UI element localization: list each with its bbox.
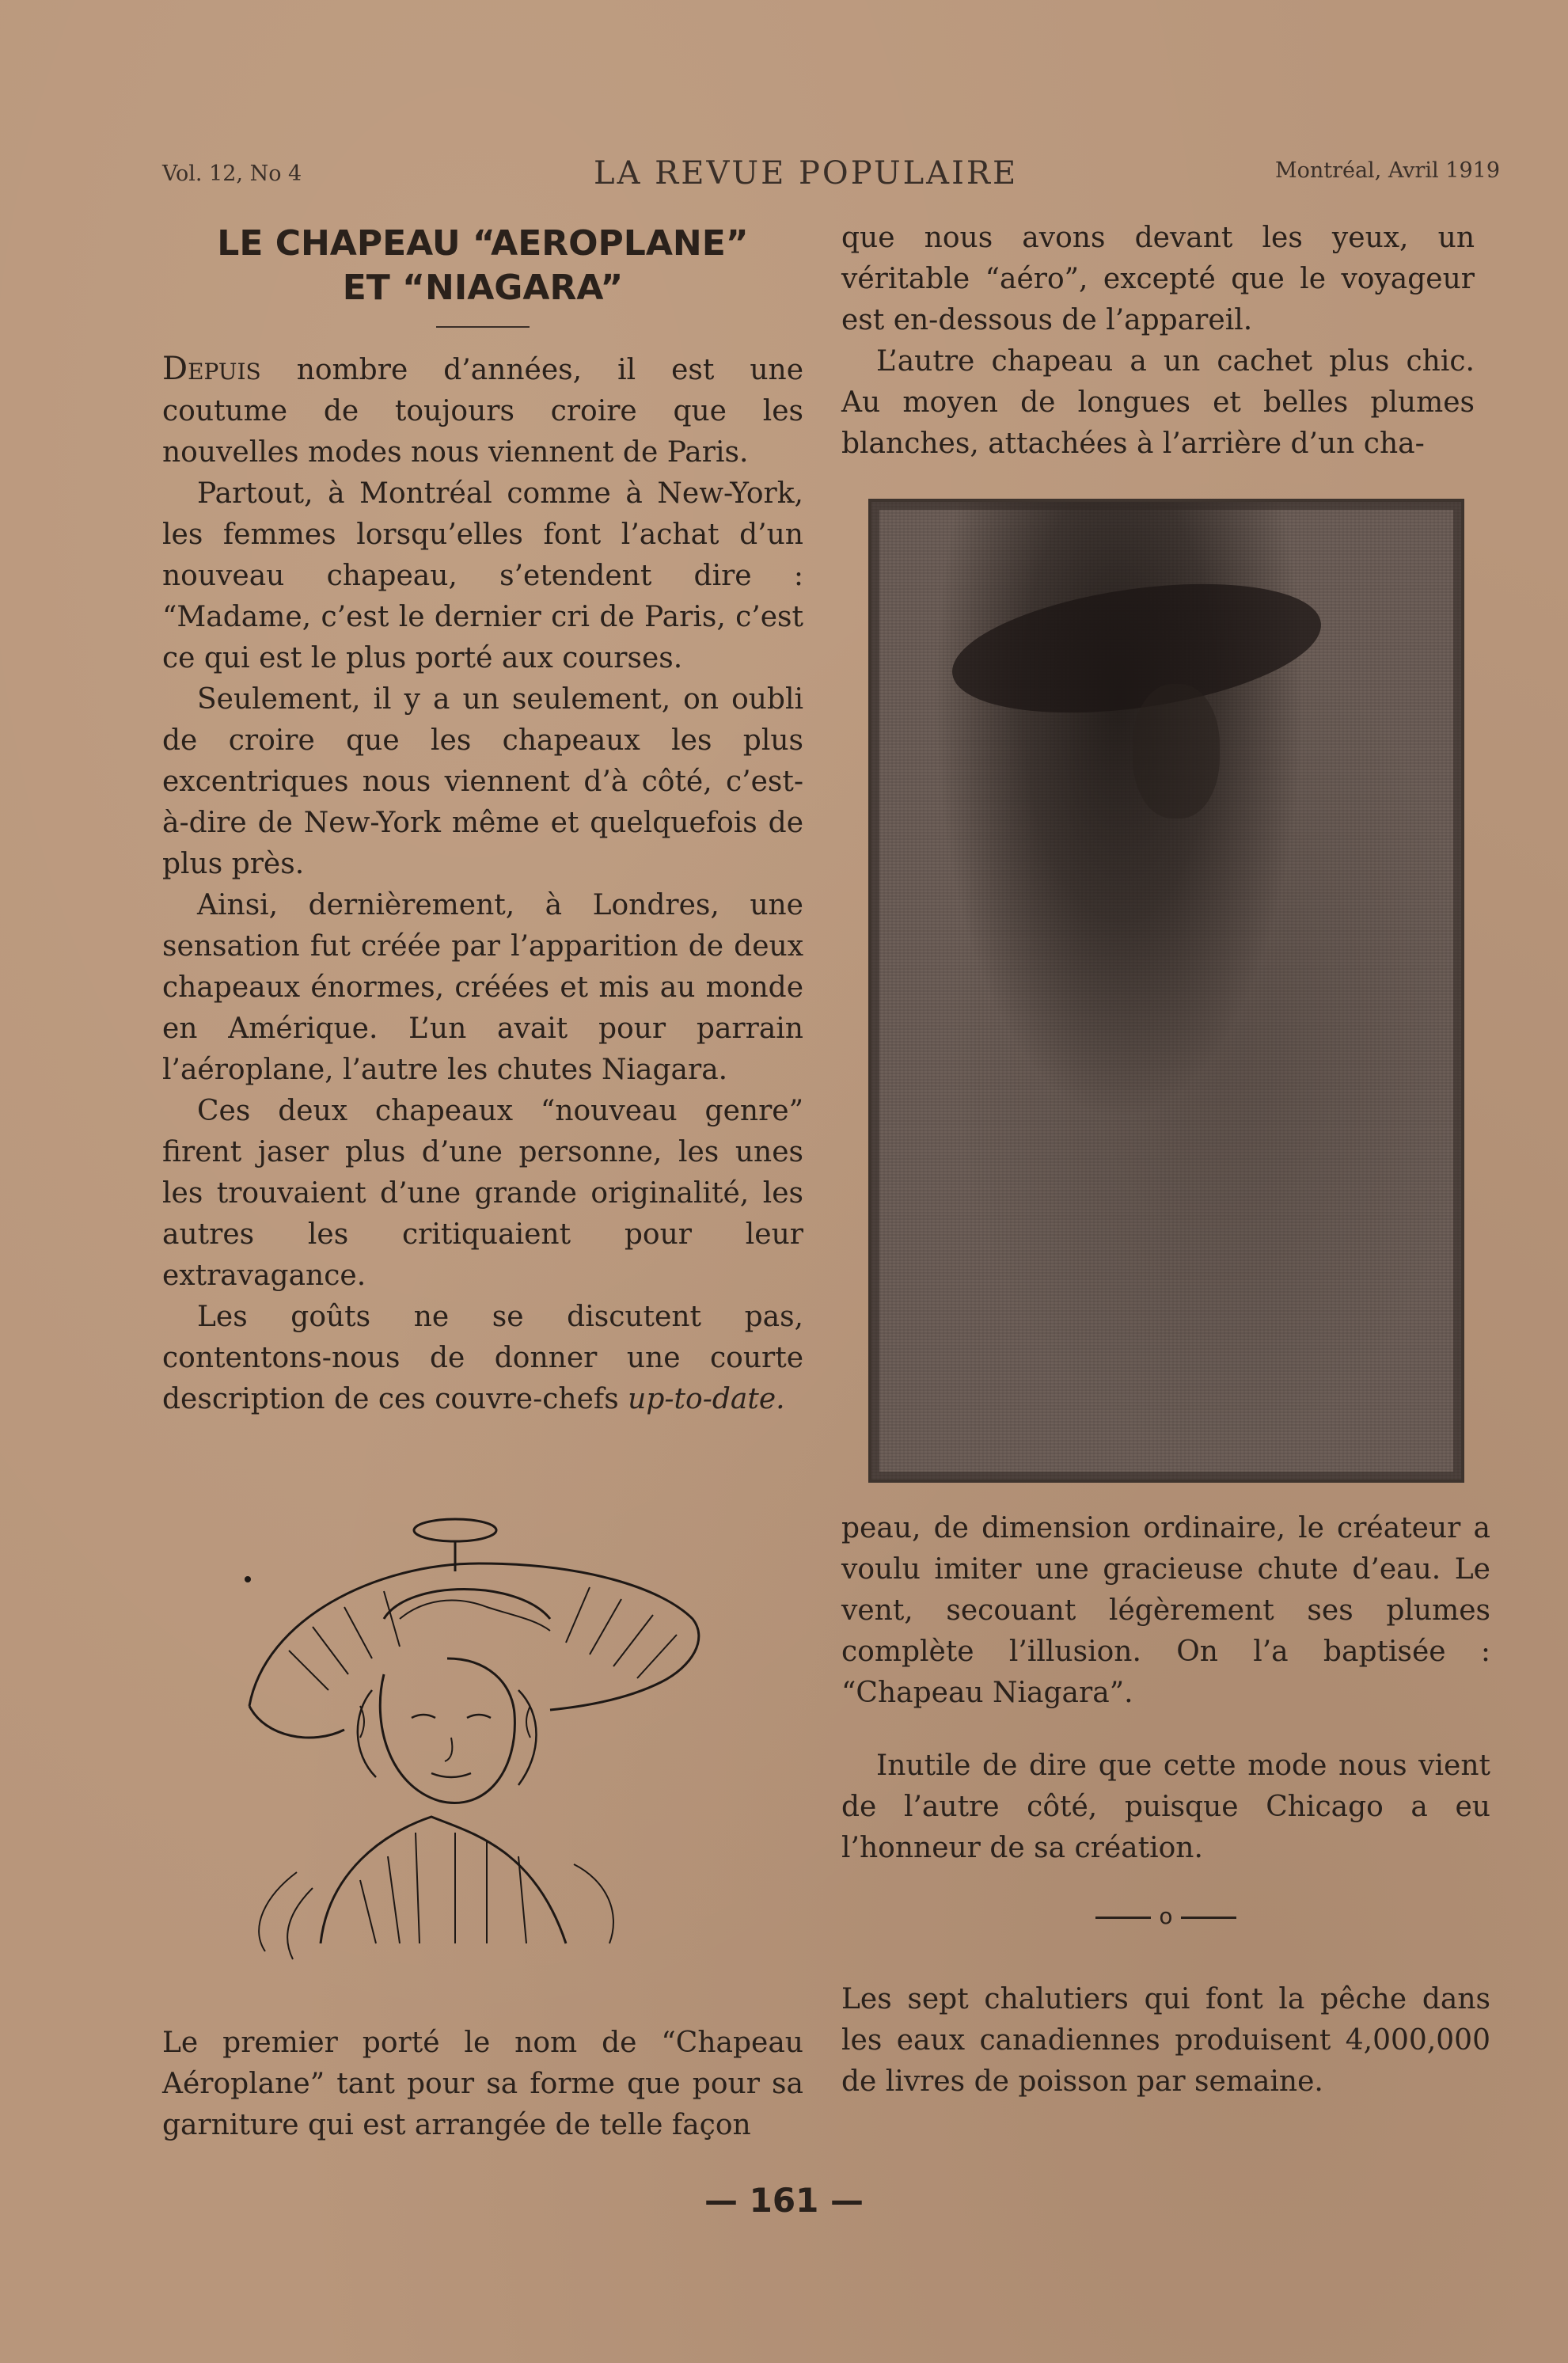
aeroplane-hat-illustration (218, 1500, 776, 1967)
paragraph-5: Ces deux chapeaux “nouveau genre” firent jaser plus d’une personne, les unes les trouvaient d’une grande originalité, les autres les critiquaient pour leur extravagance. (162, 1095, 803, 1292)
right-column-bottom (841, 1508, 1490, 1956)
paragraph-4: Ainsi, dernièrement, à Londres, une sensation fut créée par l’apparition de deux chapeaux énormes, créées et mis au monde en Amérique. L’un avait pour parrain l’aéroplane, l’autre les chutes Niagara. (162, 889, 803, 1086)
issue-date: Montréal, Avril 1919 (1274, 158, 1500, 183)
paragraph-6-text: Les goûts ne se discutent pas, contentons-nous de donner une courte description de ces couvre-chefs (162, 1301, 803, 1415)
right-column-top (841, 218, 1475, 465)
title-rule (436, 326, 530, 328)
article-title-line1: LE CHAPEAU “AEROPLANE” (217, 223, 749, 264)
divider-mark: o (1159, 1903, 1173, 1929)
propeller-disc (414, 1519, 496, 1541)
right-paragraph-2: L’autre chapeau a un cachet plus chic. Au moyen de longues et belles plumes blanches, attachées à l’arrière d’un cha- (841, 345, 1475, 460)
niagara-hat-photo (868, 499, 1464, 1483)
paragraph-1-text: nombre d’années, il est une coutume de toujours croire que les nouvelles modes nous viennent de Paris. (162, 354, 803, 469)
paragraph-6-emphasis: up-to-date. (628, 1383, 785, 1415)
right-paragraph-1: que nous avons devant les yeux, un véritable “aéro”, excepté que le voyageur est en-dessous de l’appareil. (841, 222, 1475, 336)
page-number: — 161 — (704, 2181, 864, 2220)
paragraph-3: Seulement, il y a un seulement, on oubli de croire que les chapeaux les plus excentriques nous viennent d’à côté, c’est-à-dire de New-York même et quelquefois de plus près. (162, 683, 803, 880)
drop-cap-word: Depuis (162, 351, 261, 387)
right-paragraph-3: peau, de dimension ordinaire, le créateur a voulu imiter une gracieuse chute d’eau. Le vent, secouant légèrement ses plumes complète l’illusion. On l’a baptisée : “Chapeau Niagara”. (841, 1512, 1490, 1709)
hat-crown (384, 1590, 550, 1620)
illustration-caption (162, 2023, 803, 2146)
fishing-note (841, 1979, 1490, 2103)
paragraph-6 (162, 1297, 803, 1420)
blouse-outline (321, 1817, 566, 1943)
volume-number: Vol. 12, No 4 (162, 161, 302, 186)
article-title (162, 222, 803, 310)
magazine-title: LA REVUE POPULAIRE (594, 155, 1019, 192)
hat-brim-left (249, 1706, 344, 1738)
caption-text: Le premier porté le nom de “Chapeau Aéroplane” tant pour sa forme que pour sa garniture qui est arrangée de telle façon (162, 2027, 803, 2141)
paragraph-1 (162, 348, 803, 473)
paragraph-2: Partout, à Montréal comme à New-York, les femmes lorsqu’elles font l’achat d’un nouveau chapeau, s’etendent dire : “Madame, c’est le dernier cri de Paris, c’est ce qui est le plus porté aux courses. (162, 477, 803, 674)
section-divider (841, 1901, 1490, 1932)
left-column (162, 222, 803, 1420)
running-header (162, 155, 1500, 195)
right-paragraph-4: Inutile de dire que cette mode nous vient de l’autre côté, puisque Chicago a eu l’honneur de sa création. (841, 1749, 1490, 1864)
article-title-line2: ET “NIAGARA” (342, 268, 624, 308)
hat-brim-top (249, 1563, 699, 1710)
face-outline (380, 1658, 514, 1803)
fishing-note-text: Les sept chalutiers qui font la pêche dans les eaux canadiennes produisent 4,000,000 de livres de poisson par semaine. (841, 1983, 1490, 2098)
